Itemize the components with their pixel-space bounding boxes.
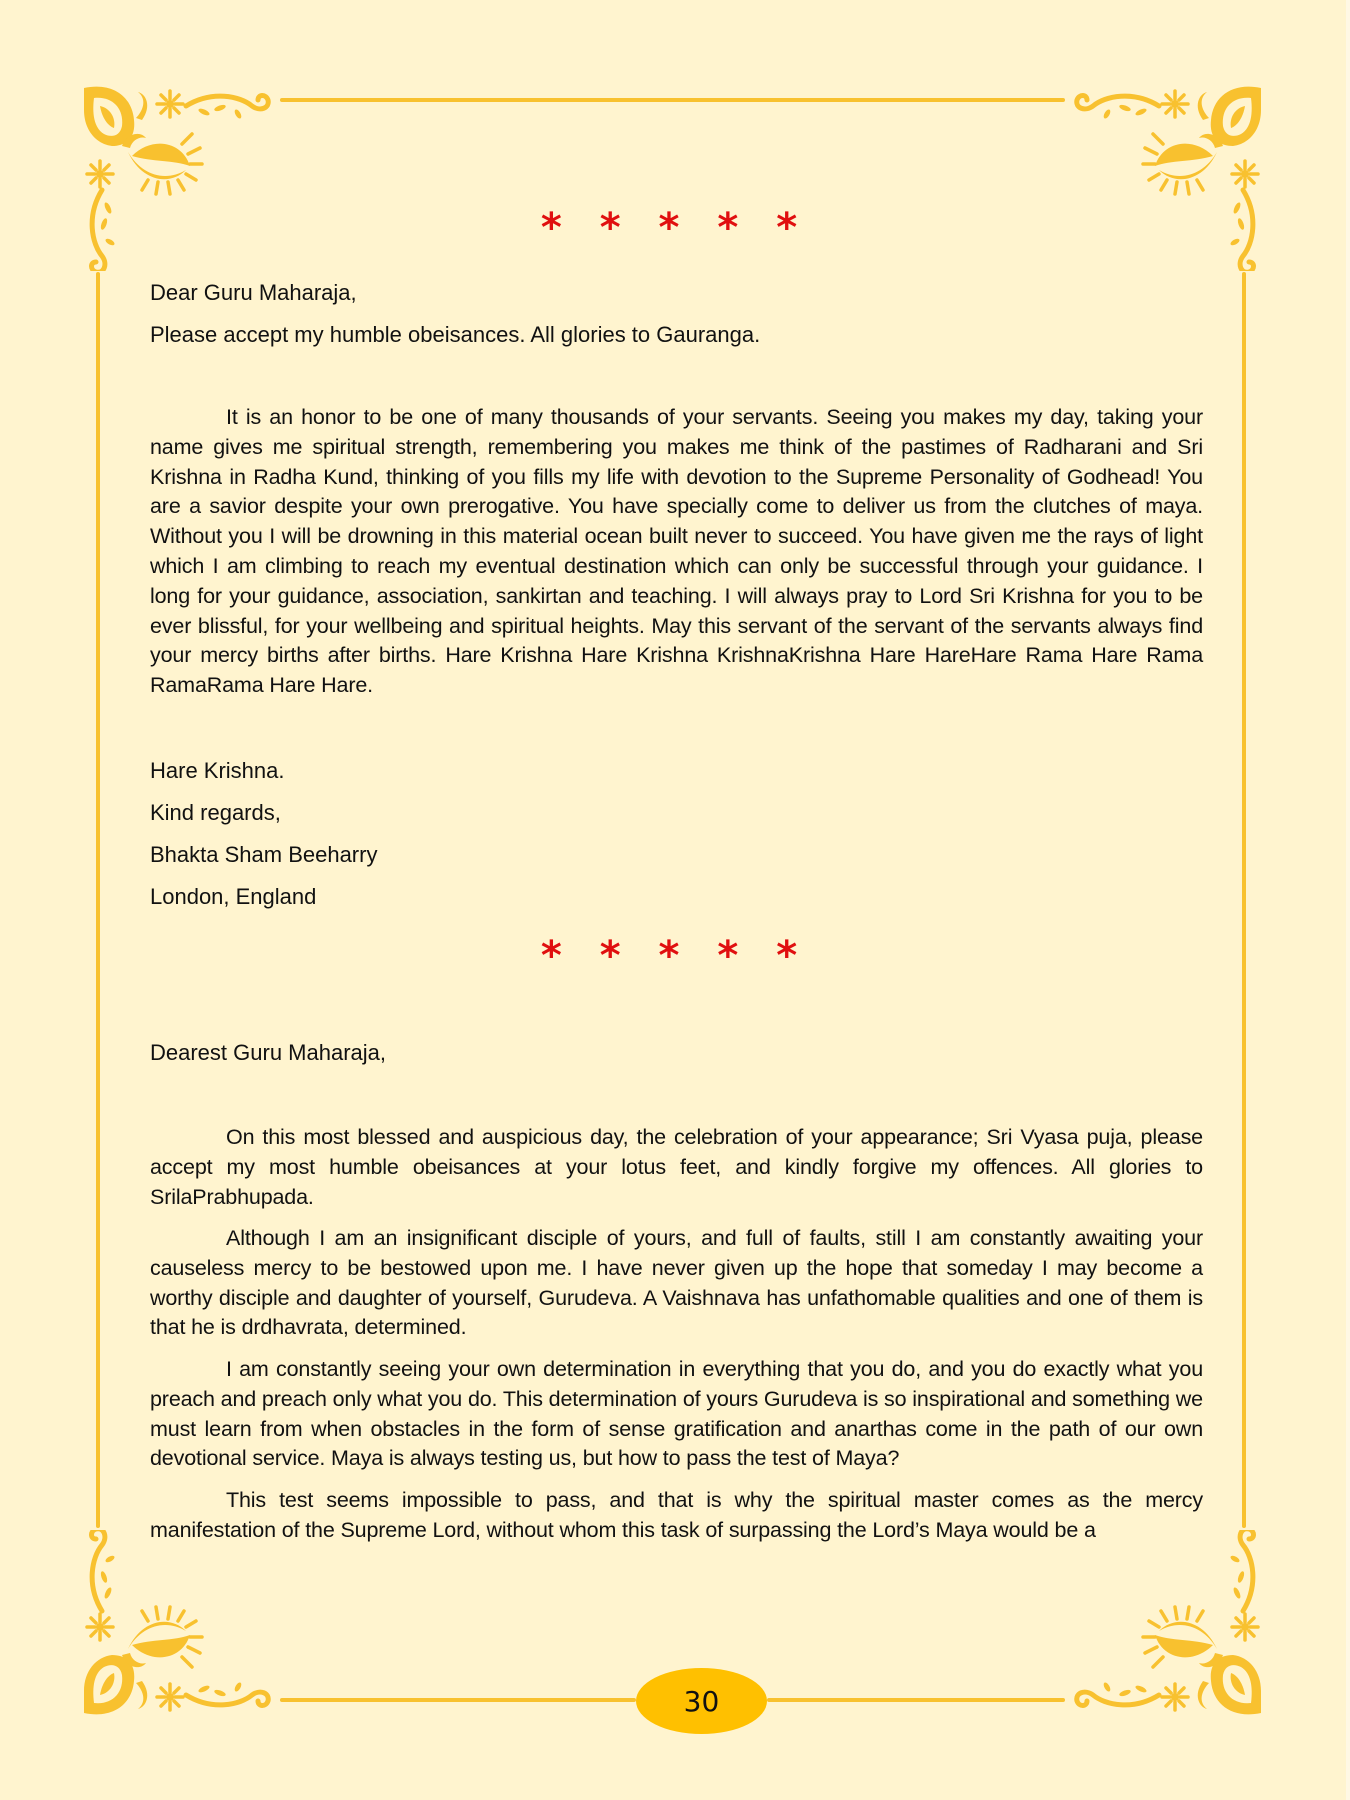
letter-body-paragraph: This test seems impossible to pass, and that is why the spiritual master comes as the mercy manifestation of the Supreme Lord, without whom this task of surpassing the Lord’s Maya would be a — [150, 1488, 1203, 1542]
salutation: Dear Guru Maharaja, — [150, 280, 357, 305]
signature-location: London, England — [150, 884, 317, 909]
closing-line: Hare Krishna. — [150, 758, 285, 783]
corner-ornament-bottom-left-icon — [82, 1530, 277, 1715]
letter-body-paragraph: Although I am an insignificant disciple of yours, and full of faults, still I am constantly awaiting your causeless mercy to be bestowed upon me. I have never given up the hope that someday I may become a worthy disciple and daughter of yourself, Gurudeva. A Vaishnava has unfathomable qualities and one of them is that he is drdhavrata, determined. — [150, 1226, 1203, 1340]
closing-regards: Kind regards, — [150, 800, 281, 825]
separator-stars: * * * * * — [540, 205, 810, 251]
border-left-rule — [96, 272, 100, 1528]
border-bottom-rule-left — [280, 1698, 636, 1702]
border-right-rule — [1242, 272, 1246, 1528]
letter-body-paragraph: On this most blessed and auspicious day, the celebration of your appearance; Sri Vyasa puja, please accept my most humble obeisances at your lotus feet, and kindly forgive my offences. All glories to SrilaPrabhupada. — [150, 1125, 1203, 1209]
letter-body-paragraph: I am constantly seeing your own determination in everything that you do, and you do exactly what you preach and preach only what you do. This determination of yours Gurudeva is so inspirational and something we must learn from when obstacles in the form of sense gratification and anarthas come in the path of our own devotional service. Maya is always testing us, but how to pass the test of Maya? — [150, 1357, 1203, 1471]
signature-name: Bhakta Sham Beeharry — [150, 842, 378, 867]
salutation: Dearest Guru Maharaja, — [150, 1040, 386, 1065]
separator-stars: * * * * * — [540, 933, 810, 979]
page-edge — [1346, 0, 1350, 1800]
border-top-rule — [280, 98, 1065, 102]
corner-ornament-bottom-right-icon — [1068, 1530, 1263, 1715]
border-bottom-rule-right — [767, 1698, 1065, 1702]
page-number: 30 — [683, 1684, 720, 1718]
opening-line: Please accept my humble obeisances. All glories to Gauranga. — [150, 322, 761, 347]
letter-body-paragraph: It is an honor to be one of many thousands of your servants. Seeing you makes my day, taking your name gives me spiritual strength, remembering you makes me think of the pastimes of Radharani and Sri Krishna in Radha Kund, thinking of you fills my life with devotion to the Supreme Personality of Godhead! You are a savior despite your own prerogative. You have specially come to deliver us from the clutches of maya. Without you I will be drowning in this material ocean built never to succeed. You have given me the rays of light which I am climbing to reach my eventual destination which can only be successful through your guidance. I long for your guidance, association, sankirtan and teaching. I will always pray to Lord Sri Krishna for you to be ever blissful, for your wellbeing and spiritual heights. May this servant of the servant of the servants always find your mercy births after births. Hare Krishna Hare Krishna KrishnaKrishna Hare HareHare Rama Hare Rama RamaRama Hare Hare. — [150, 405, 1203, 698]
page-number-badge — [636, 1668, 767, 1734]
